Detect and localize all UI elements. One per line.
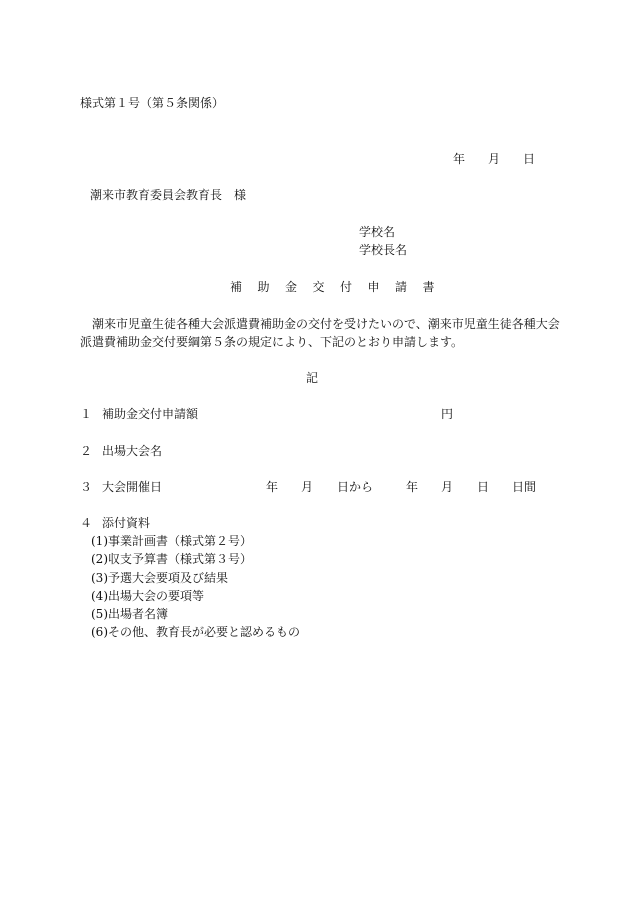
date-year-label: 年 xyxy=(453,152,466,166)
item-3-start-year: 年 xyxy=(266,480,279,494)
principal-name-label: 学校長名 xyxy=(359,243,408,257)
item-3-start-day-from: 日から xyxy=(337,480,374,494)
item-2-number: ２ xyxy=(80,444,93,458)
ki-heading: 記 xyxy=(306,371,319,385)
item-3-number: ３ xyxy=(80,480,93,494)
body-line-2: 派遣費補助金交付要綱第５条の規定により、下記のとおり申請します。 xyxy=(80,335,464,349)
item-2-label: 出場大会名 xyxy=(102,444,163,458)
date-day-label: 日 xyxy=(523,152,536,166)
item-1-number: １ xyxy=(80,407,93,421)
item-3-duration: 日間 xyxy=(512,480,537,494)
recipient: 潮来市教育委員会教育長 様 xyxy=(90,188,247,202)
item-4-label: 添付資料 xyxy=(102,516,151,530)
item-4-number: ４ xyxy=(80,516,93,530)
attachment-item: (5)出場者名簿 xyxy=(91,607,168,621)
item-1-label: 補助金交付申請額 xyxy=(102,407,199,421)
document-title: 補助金交付申請書 xyxy=(230,280,451,294)
attachment-item: (1)事業計画書（様式第２号） xyxy=(91,534,252,548)
attachment-item: (2)収支予算書（様式第３号） xyxy=(91,552,252,566)
attachment-item: (3)予選大会要項及び結果 xyxy=(91,571,228,585)
attachment-item: (6)その他、教育長が必要と認めるもの xyxy=(91,625,300,639)
item-3-end-month: 月 xyxy=(441,480,454,494)
body-line-1: 潮来市児童生徒各種大会派遣費補助金の交付を受けたいので、潮来市児童生徒各種大会 xyxy=(92,317,560,331)
school-name-label: 学校名 xyxy=(359,225,396,239)
attachment-item: (4)出場大会の要項等 xyxy=(91,589,204,603)
form-number: 様式第１号（第５条関係） xyxy=(80,96,225,110)
item-3-start-month: 月 xyxy=(301,480,314,494)
date-month-label: 月 xyxy=(488,152,501,166)
item-3-end-year: 年 xyxy=(406,480,419,494)
item-1-unit: 円 xyxy=(441,407,454,421)
item-3-label: 大会開催日 xyxy=(102,480,163,494)
item-3-end-day: 日 xyxy=(477,480,490,494)
